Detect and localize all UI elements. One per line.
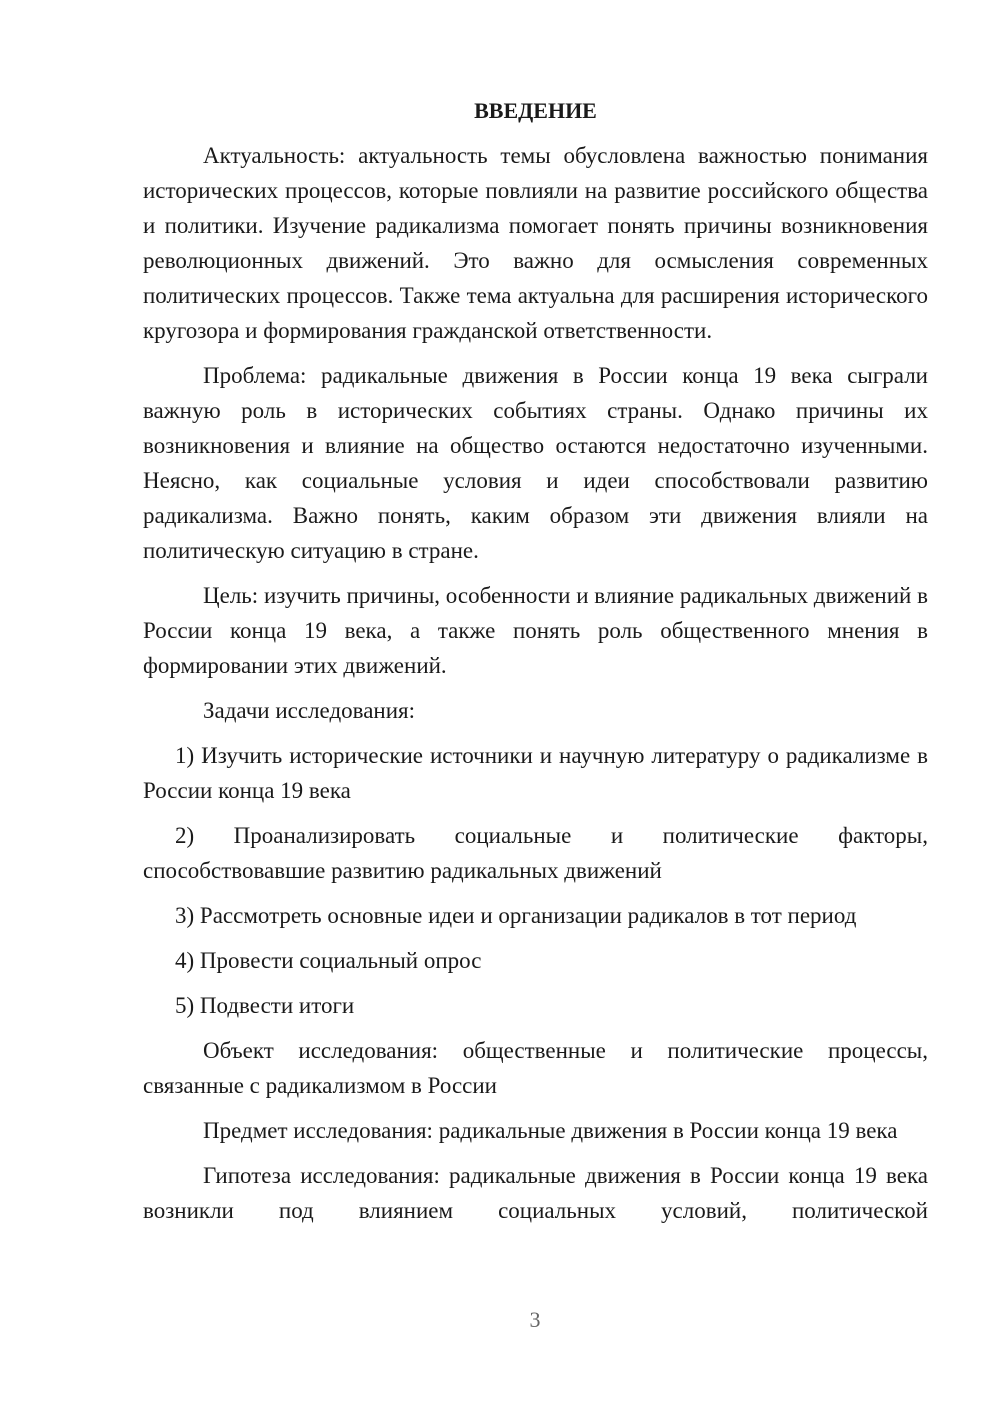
- tasks-heading: Задачи исследования:: [203, 698, 416, 723]
- task-item: 4) Провести социальный опрос: [175, 948, 482, 973]
- subject-paragraph: Предмет исследования: радикальные движения в России конца 19 века: [203, 1118, 898, 1143]
- relevance-paragraph: Актуальность: актуальность темы обусловлена важностью понимания исторических процессов, которые повлияли на развитие российского общества и политики. Изучение радикализма помогает понять причины возникновения революционных движений. Это важно для осмысления современных политических процессов. Также тема актуальна для расширения исторического кругозора и формирования гражданской ответственности.: [143, 143, 928, 343]
- page-content: [143, 93, 928, 1238]
- hypothesis-paragraph: Гипотеза исследования: радикальные движения в России конца 19 века возникли под влиянием социальных условий, политической: [143, 1163, 928, 1223]
- goal-paragraph: Цель: изучить причины, особенности и влияние радикальных движений в России конца 19 века, а также понять роль общественного мнения в формировании этих движений.: [143, 583, 928, 678]
- task-item: 1) Изучить исторические источники и научную литературу о радикализме в России конца 19 века: [143, 743, 928, 803]
- problem-paragraph: Проблема: радикальные движения в России конца 19 века сыграли важную роль в исторических событиях страны. Однако причины их возникновения и влияние на общество остаются недостаточно изученными. Неясно, как социальные условия и идеи способствовали развитию радикализма. Важно понять, каким образом эти движения влияли на политическую ситуацию в стране.: [143, 363, 928, 563]
- task-item: 5) Подвести итоги: [175, 993, 355, 1018]
- section-title: ВВЕДЕНИЕ: [474, 98, 597, 123]
- task-item: 2) Проанализировать социальные и политические факторы, способствовавшие развитию радикальных движений: [143, 823, 928, 883]
- object-paragraph: Объект исследования: общественные и политические процессы, связанные с радикализмом в России: [143, 1038, 928, 1098]
- task-item: 3) Рассмотреть основные идеи и организации радикалов в тот период: [175, 903, 857, 928]
- page-number: 3: [529, 1307, 541, 1332]
